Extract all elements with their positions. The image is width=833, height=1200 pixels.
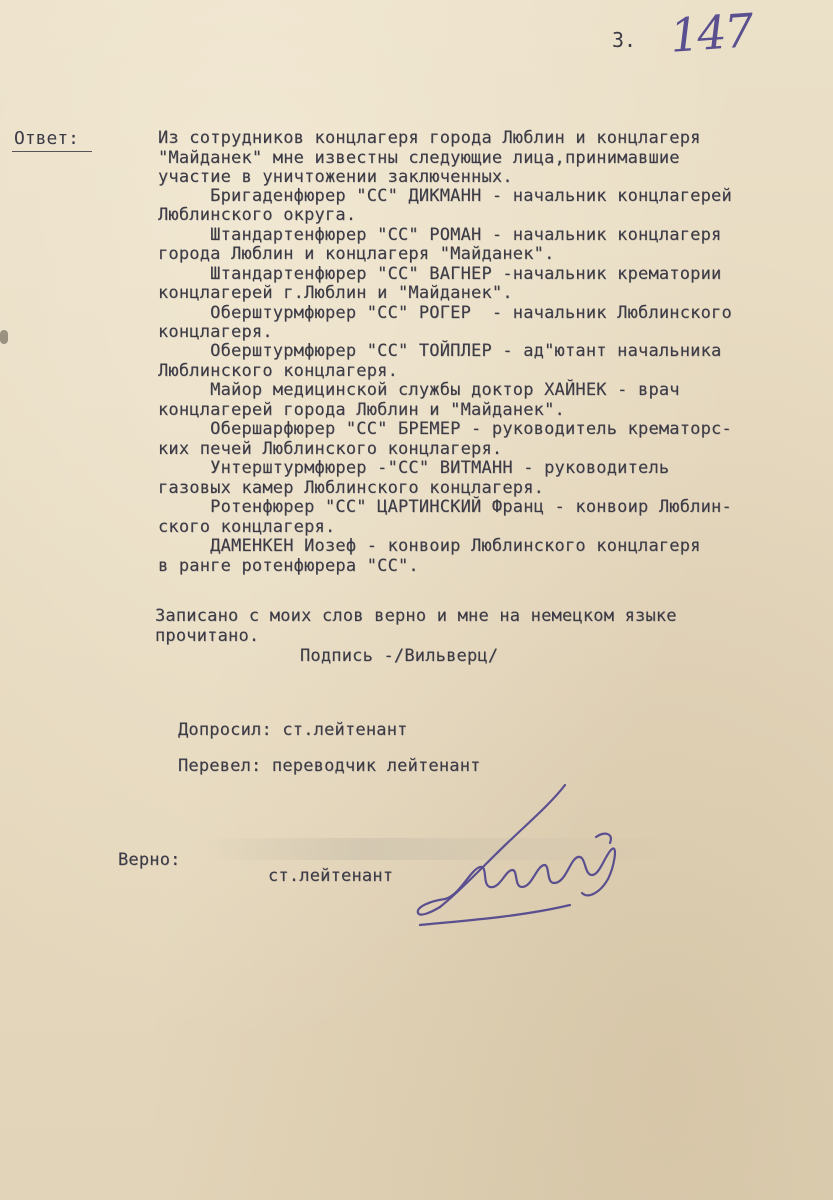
closing-line-2: прочитано. <box>155 626 260 646</box>
answer-line: ДАМЕНКЕН Иозеф - конвоир Люблинского концлагеря <box>158 536 701 556</box>
interrogated-by: Допросил: ст.лейтенант <box>178 720 408 740</box>
answer-line: концлагеря. <box>158 322 273 342</box>
certification-rank: ст.лейтенант <box>268 866 394 886</box>
certification-label: Верно: <box>118 850 181 870</box>
answer-line: Оберштурмфюрер "СС" РОГЕР - начальник Люблинского <box>158 303 732 323</box>
answer-line: Майор медицинской службы доктор ХАЙНЕК - врач <box>158 380 680 400</box>
answer-line: Из сотрудников концлагеря города Люблин и концлагеря <box>158 128 701 148</box>
answer-line: ского концлагеря. <box>158 517 336 537</box>
handwritten-signature <box>400 775 640 935</box>
handwritten-page-number: 147 <box>668 3 754 63</box>
answer-line: Бригаденфюрер "СС" ДИКМАНН - начальник концлагерей <box>158 186 732 206</box>
answer-label: Ответ: <box>14 128 80 149</box>
answer-line: Люблинского концлагеря. <box>158 361 399 381</box>
answer-line: участие в уничтожении заключенных. <box>158 167 513 187</box>
answer-line: города Люблин и концлагеря "Майданек". <box>158 244 555 264</box>
answer-line: в ранге ротенфюрера "СС". <box>158 556 419 576</box>
answer-line: газовых камер Люблинского концлагеря. <box>158 478 545 498</box>
answer-label-underline <box>12 151 92 152</box>
declarant-signature-line: Подпись -/Вильверц/ <box>300 646 499 666</box>
answer-line: Штандартенфюрер "СС" РОМАН - начальник концлагеря <box>158 225 722 245</box>
page-number: 3. <box>612 28 637 52</box>
paper-stain <box>0 330 8 344</box>
answer-line: Штандартенфюрер "СС" ВАГНЕР -начальник крематории <box>158 264 722 284</box>
answer-line: концлагерей города Люблин и "Майданек". <box>158 400 565 420</box>
answer-line: Оберштурмфюрер "СС" ТОЙПЛЕР - ад"ютант начальника <box>158 341 722 361</box>
answer-line: Ротенфюрер "СС" ЦАРТИНСКИЙ Франц - конвоир Люблин- <box>158 497 732 517</box>
answer-line: Унтерштурмфюрер -"СС" ВИТМАНН - руководитель <box>158 458 670 478</box>
answer-line: "Майданек" мне известны следующие лица,принимавшие <box>158 148 680 168</box>
answer-line: концлагерей г.Люблин и "Майданек". <box>158 283 513 303</box>
translated-by: Перевел: переводчик лейтенант <box>178 756 481 776</box>
answer-line: ких печей Люблинского концлагеря. <box>158 439 503 459</box>
answer-line: Люблинского округа. <box>158 205 357 225</box>
closing-line-1: Записано с моих слов верно и мне на немецком языке <box>155 606 677 626</box>
answer-line: Обершарфюрер "СС" БРЕМЕР - руководитель крематорс- <box>158 419 732 439</box>
